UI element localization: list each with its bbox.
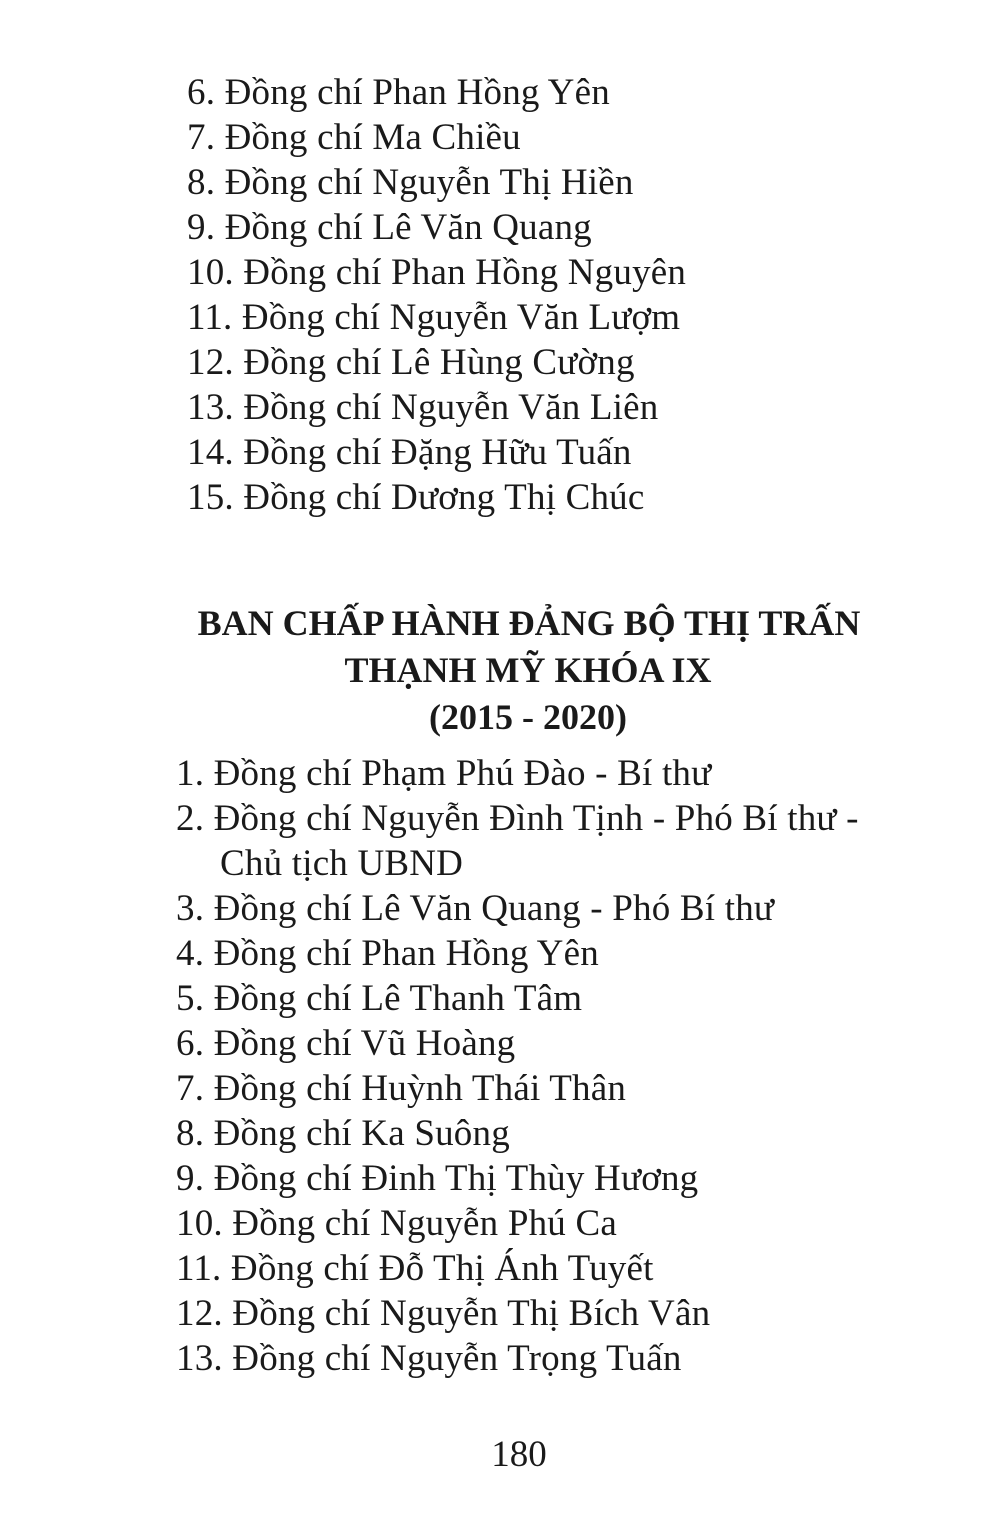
list-item: 11. Đồng chí Đỗ Thị Ánh Tuyết [176,1248,654,1289]
list-item: 1. Đồng chí Phạm Phú Đào - Bí thư [176,753,712,794]
list-item: 5. Đồng chí Lê Thanh Tâm [176,978,583,1019]
list-item: 12. Đồng chí Lê Hùng Cường [187,342,635,383]
section-heading [0,600,994,741]
list-item: 13. Đồng chí Nguyễn Văn Liên [187,387,659,428]
list-item: 3. Đồng chí Lê Văn Quang - Phó Bí thư [176,888,775,929]
list-item: 12. Đồng chí Nguyễn Thị Bích Vân [176,1293,711,1334]
list-item: 8. Đồng chí Ka Suông [176,1113,510,1154]
list-item: 11. Đồng chí Nguyễn Văn Lượm [187,297,681,338]
list-item: 4. Đồng chí Phan Hồng Yên [176,933,599,974]
section-title-line-1: BAN CHẤP HÀNH ĐẢNG BỘ THỊ TRẤN [197,603,861,643]
section-title-line-2: THẠNH MỸ KHÓA IX [344,650,712,690]
list-item: 15. Đồng chí Dương Thị Chúc [187,477,645,518]
list-item: 6. Đồng chí Vũ Hoàng [176,1023,516,1064]
list-item: 7. Đồng chí Ma Chiều [187,117,521,158]
list-item: 14. Đồng chí Đặng Hữu Tuấn [187,432,632,473]
list-item: 9. Đồng chí Lê Văn Quang [187,207,592,248]
list-item: 8. Đồng chí Nguyễn Thị Hiền [187,162,634,203]
list-item: 10. Đồng chí Phan Hồng Nguyên [187,252,687,293]
section-term-years: (2015 - 2020) [429,697,627,737]
list-item: 6. Đồng chí Phan Hồng Yên [187,72,610,113]
list-item: 7. Đồng chí Huỳnh Thái Thân [176,1068,627,1109]
list-item: 9. Đồng chí Đinh Thị Thùy Hương [176,1158,699,1199]
list-item-continuation: Chủ tịch UBND [220,843,464,884]
member-list-continued [187,70,686,520]
page-number: 180 [491,1434,547,1475]
member-list [176,751,859,1381]
list-item: 13. Đồng chí Nguyễn Trọng Tuấn [176,1338,682,1379]
list-item: 10. Đồng chí Nguyễn Phú Ca [176,1203,617,1244]
list-item: 2. Đồng chí Nguyễn Đình Tịnh - Phó Bí thư - [176,798,859,839]
